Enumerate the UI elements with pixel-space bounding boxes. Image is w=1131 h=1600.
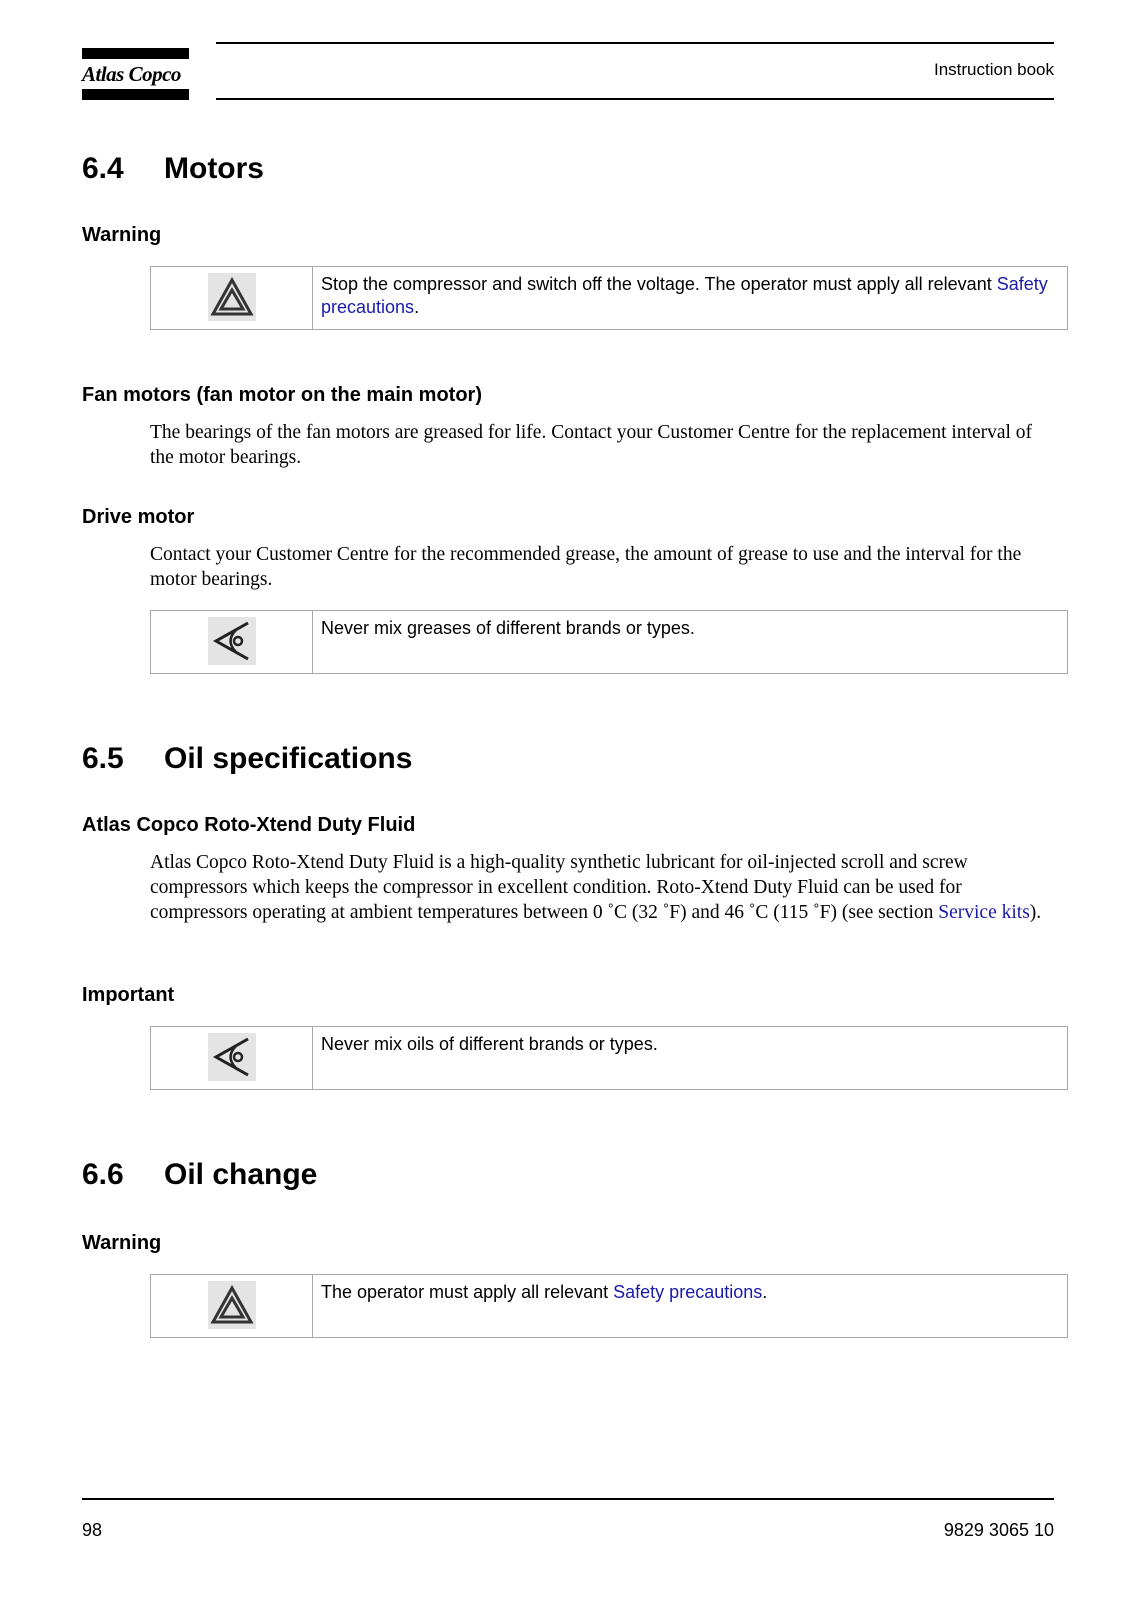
warning-note-text: The operator must apply all relevant Safety precautions. (321, 1282, 768, 1302)
page-number: 98 (82, 1520, 103, 1540)
logo-bar-top (82, 48, 189, 59)
header-rule-top (216, 42, 1054, 44)
warning-triangle-icon (208, 273, 256, 321)
section-6-5-heading (82, 742, 412, 776)
fan-motors-heading: Fan motors (fan motor on the main motor) (82, 384, 482, 406)
logo-bar-bottom (82, 89, 189, 100)
footer-rule (82, 1498, 1054, 1500)
safety-precautions-link[interactable]: Safety precautions (321, 274, 1048, 317)
warning-note (150, 1274, 1068, 1338)
eye-note-icon (208, 617, 256, 665)
oil-note-text: Never mix oils of different brands or types. (321, 1034, 658, 1054)
eye-note-icon (208, 1033, 256, 1081)
fan-motors-text: The bearings of the fan motors are greased for life. Contact your Customer Centre for the replacement interval of the motor bearings. (150, 422, 1033, 468)
header-title: Instruction book (933, 60, 1054, 79)
warning-triangle-icon (208, 1281, 256, 1329)
section-title: Oil change (164, 1158, 318, 1191)
roto-xtend-text: Atlas Copco Roto-Xtend Duty Fluid is a high-quality synthetic lubricant for oil-injected scroll and screw compressors which keeps the compressor in excellent condition. Roto-Xtend Duty Fluid can be used for compressors operating at ambient temperatures between 0 ˚C (32 ˚F) and 46 ˚C (115 ˚F) (see section Service kits). (150, 852, 1042, 923)
section-title: Oil specifications (164, 742, 413, 775)
section-number: 6.6 (82, 1158, 124, 1191)
drive-motor-heading: Drive motor (82, 506, 195, 528)
header-rule-bottom (216, 98, 1054, 100)
service-kits-link[interactable]: Service kits (938, 902, 1030, 923)
document-number: 9829 3065 10 (943, 1520, 1054, 1540)
oil-note (150, 1026, 1068, 1090)
drive-motor-text: Contact your Customer Centre for the recommended grease, the amount of grease to use and the interval for the motor bearings. (150, 544, 1022, 590)
section-title: Motors (164, 152, 264, 185)
grease-note-text: Never mix greases of different brands or types. (321, 618, 695, 638)
grease-note (150, 610, 1068, 674)
section-number: 6.4 (82, 152, 124, 185)
important-heading: Important (82, 984, 175, 1006)
section-6-4-heading (82, 152, 264, 186)
section-number: 6.5 (82, 742, 124, 775)
warning-heading: Warning (82, 1232, 162, 1254)
roto-xtend-heading: Atlas Copco Roto-Xtend Duty Fluid (82, 814, 416, 836)
warning-note-text: Stop the compressor and switch off the voltage. The operator must apply all relevant Safety precautions. (321, 274, 1048, 317)
atlas-copco-logo: Atlas Copco (82, 62, 181, 86)
section-6-6-heading (82, 1158, 317, 1192)
safety-precautions-link[interactable]: Safety precautions (613, 1282, 763, 1302)
warning-heading: Warning (82, 224, 162, 246)
warning-note (150, 266, 1068, 330)
